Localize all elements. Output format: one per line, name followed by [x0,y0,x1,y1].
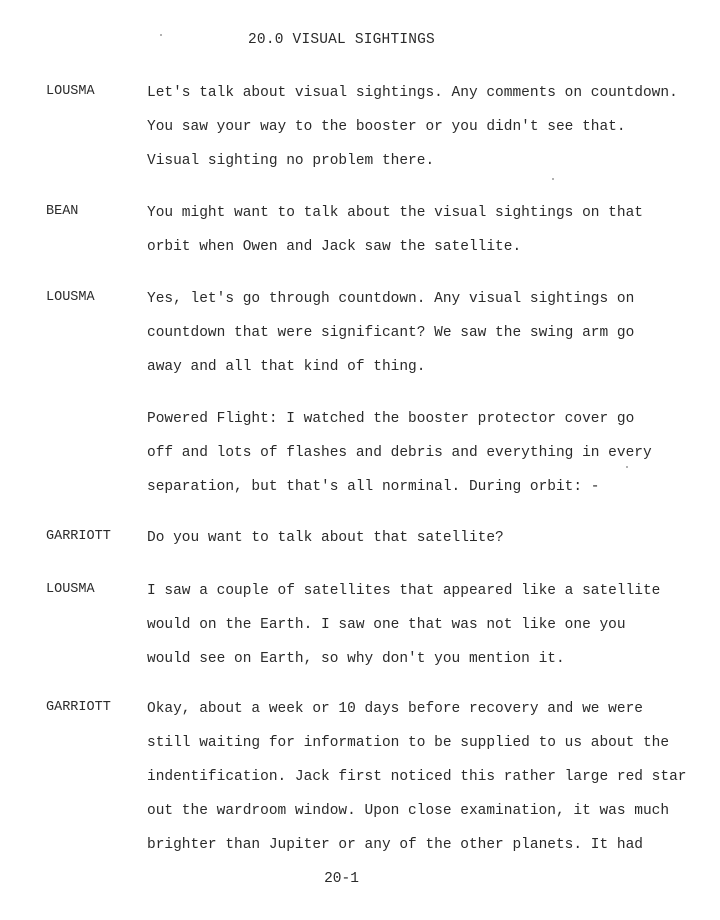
speaker-name: GARRIOTT [46,700,111,715]
scan-speck [626,466,628,468]
text-line: Do you want to talk about that satellite? [147,530,504,546]
text-line: separation, but that's all norminal. During orbit: - [147,479,600,495]
section-title: 20.0 VISUAL SIGHTINGS [248,32,435,48]
text-line: You saw your way to the booster or you didn't see that. [147,119,626,135]
text-line: off and lots of flashes and debris and everything in every [147,445,652,461]
text-line: brighter than Jupiter or any of the other planets. It had [147,837,643,853]
scan-speck [160,34,162,36]
speaker-name: LOUSMA [46,290,95,305]
speaker-name: GARRIOTT [46,529,111,544]
speech-text [147,529,707,563]
text-line: would on the Earth. I saw one that was not like one you [147,617,626,633]
speech-text [147,700,707,870]
speech-text [147,290,707,392]
speech-text [147,84,707,186]
text-line: Yes, let's go through countdown. Any visual sightings on [147,291,635,307]
speech-text [147,410,707,512]
page-number: 20-1 [324,871,359,887]
text-line: out the wardroom window. Upon close examination, it was much [147,803,670,819]
speaker-name: BEAN [46,204,79,219]
text-line: You might want to talk about the visual sightings on that [147,205,643,221]
scan-speck [552,178,554,180]
text-line: Okay, about a week or 10 days before recovery and we were [147,701,643,717]
text-line: away and all that kind of thing. [147,359,426,375]
text-line: still waiting for information to be supplied to us about the [147,735,670,751]
text-line: would see on Earth, so why don't you mention it. [147,651,565,667]
speech-text [147,204,707,272]
text-line: Visual sighting no problem there. [147,153,435,169]
speech-text [147,582,707,684]
text-line: Let's talk about visual sightings. Any comments on countdown. [147,85,678,101]
text-line: countdown that were significant? We saw the swing arm go [147,325,635,341]
speaker-name: LOUSMA [46,582,95,597]
text-line: indentification. Jack first noticed this rather large red star [147,769,687,785]
text-line: Powered Flight: I watched the booster protector cover go [147,411,635,427]
speaker-name: LOUSMA [46,84,95,99]
text-line: orbit when Owen and Jack saw the satellite. [147,239,522,255]
text-line: I saw a couple of satellites that appeared like a satellite [147,583,661,599]
